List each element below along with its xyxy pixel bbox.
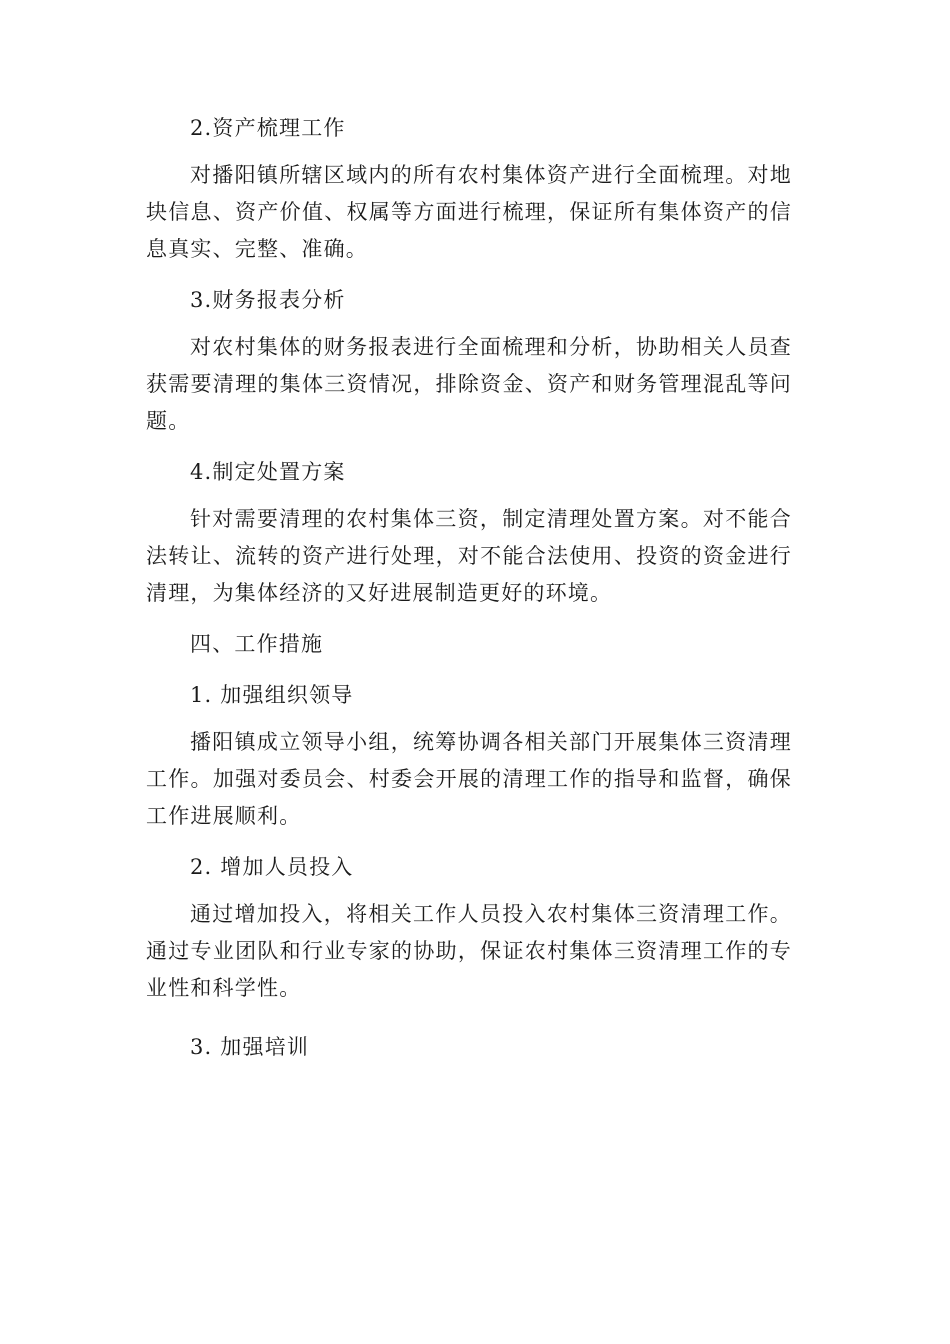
section-heading-staffing: 2. 增加人员投入 [190,855,354,879]
paragraph-financial-analysis: 对农村集体的财务报表进行全面梳理和分析，协助相关人员查获需要清理的集体三资情况，排除资金、资产和财务管理混乱等问题。 [146,335,792,433]
section-heading-disposal-plan: 4.制定处置方案 [190,460,346,484]
section-heading-asset-review: 2.资产梳理工作 [190,116,346,140]
paragraph-staffing: 通过增加投入，将相关工作人员投入农村集体三资清理工作。通过专业团队和行业专家的协助，保证农村集体三资清理工作的专业性和科学性。 [146,902,792,1000]
section-heading-work-measures: 四、工作措施 [190,632,324,656]
section-heading-training: 3. 加强培训 [190,1035,310,1059]
document-page [146,110,792,1066]
paragraph-disposal-plan: 针对需要清理的农村集体三资，制定清理处置方案。对不能合法转让、流转的资产进行处理，对不能合法使用、投资的资金进行清理，为集体经济的又好进展制造更好的环境。 [146,507,792,605]
paragraph-asset-review: 对播阳镇所辖区域内的所有农村集体资产进行全面梳理。对地块信息、资产价值、权属等方面进行梳理，保证所有集体资产的信息真实、完整、准确。 [146,163,792,261]
section-heading-leadership: 1. 加强组织领导 [190,683,354,707]
paragraph-leadership: 播阳镇成立领导小组，统筹协调各相关部门开展集体三资清理工作。加强对委员会、村委会开展的清理工作的指导和监督，确保工作进展顺利。 [146,730,792,828]
section-heading-financial-analysis: 3.财务报表分析 [190,288,346,312]
